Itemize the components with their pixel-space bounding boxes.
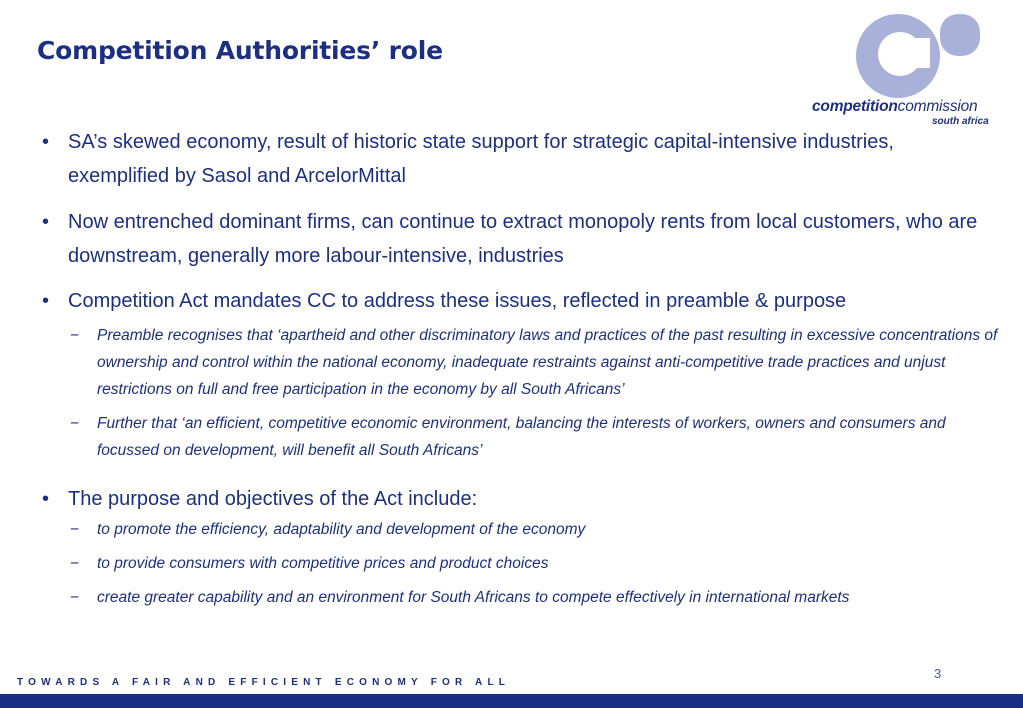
slide-body xyxy=(40,125,1000,611)
sub-bullet-text: Further that ‘an efficient, competitive economic environment, balancing the interests of workers, owners and consumers and focussed on development, will benefit all South Africans’ xyxy=(97,415,946,459)
sub-bullet-text: create greater capability and an environment for South Africans to compete effectively in international markets xyxy=(97,589,850,606)
logo-brand-bold: competition xyxy=(812,98,898,115)
bullet-marker: • xyxy=(42,211,50,233)
sub-bullet-item xyxy=(40,584,1000,611)
footer-bar xyxy=(0,694,1023,708)
bullet-item xyxy=(40,125,1000,193)
bullet-text: The purpose and objectives of the Act include: xyxy=(68,488,478,510)
sub-bullet-text: to provide consumers with competitive prices and product choices xyxy=(97,555,549,572)
dash-marker: − xyxy=(70,415,80,432)
dash-marker: − xyxy=(70,327,80,344)
sub-bullet-item xyxy=(40,516,1000,543)
logo-mark-icon xyxy=(850,14,982,98)
bullet-marker: • xyxy=(42,131,50,153)
footer-tagline: TOWARDS A FAIR AND EFFICIENT ECONOMY FOR ALL xyxy=(17,677,511,688)
sub-bullet-text: Preamble recognises that ‘apartheid and other discriminatory laws and practices of the past resulting in excessive concentrations of ownership and control within the national economy, inadequate restraints against anti-competitive trade practices and unjust restrictions on full and free participation in the economy by all South Africans’ xyxy=(97,327,998,398)
dash-marker: − xyxy=(70,555,80,572)
logo-wordmark xyxy=(812,98,977,116)
sub-bullet-item xyxy=(40,410,1000,464)
bullet-item xyxy=(40,205,1000,273)
sub-bullet-text: to promote the efficiency, adaptability and development of the economy xyxy=(97,521,586,538)
bullet-item xyxy=(40,482,1000,516)
logo-subtitle: south africa xyxy=(932,116,989,127)
dash-marker: − xyxy=(70,589,80,606)
bullet-marker: • xyxy=(42,290,50,312)
logo-brand-light: commission xyxy=(897,98,978,115)
bullet-item xyxy=(40,284,1000,318)
bullet-text: Now entrenched dominant firms, can continue to extract monopoly rents from local customers, who are downstream, generally more labour-intensive, industries xyxy=(68,211,978,267)
bullet-text: SA’s skewed economy, result of historic state support for strategic capital-intensive industries, exemplified by Sasol and ArcelorMittal xyxy=(68,131,894,187)
bullet-text: Competition Act mandates CC to address these issues, reflected in preamble & purpose xyxy=(68,290,847,312)
page-number: 3 xyxy=(934,666,942,681)
competition-commission-logo xyxy=(806,12,1016,132)
slide-title: Competition Authorities’ role xyxy=(37,36,443,65)
sub-bullet-item xyxy=(40,322,1000,403)
dash-marker: − xyxy=(70,521,80,538)
bullet-marker: • xyxy=(42,488,50,510)
sub-bullet-item xyxy=(40,550,1000,577)
